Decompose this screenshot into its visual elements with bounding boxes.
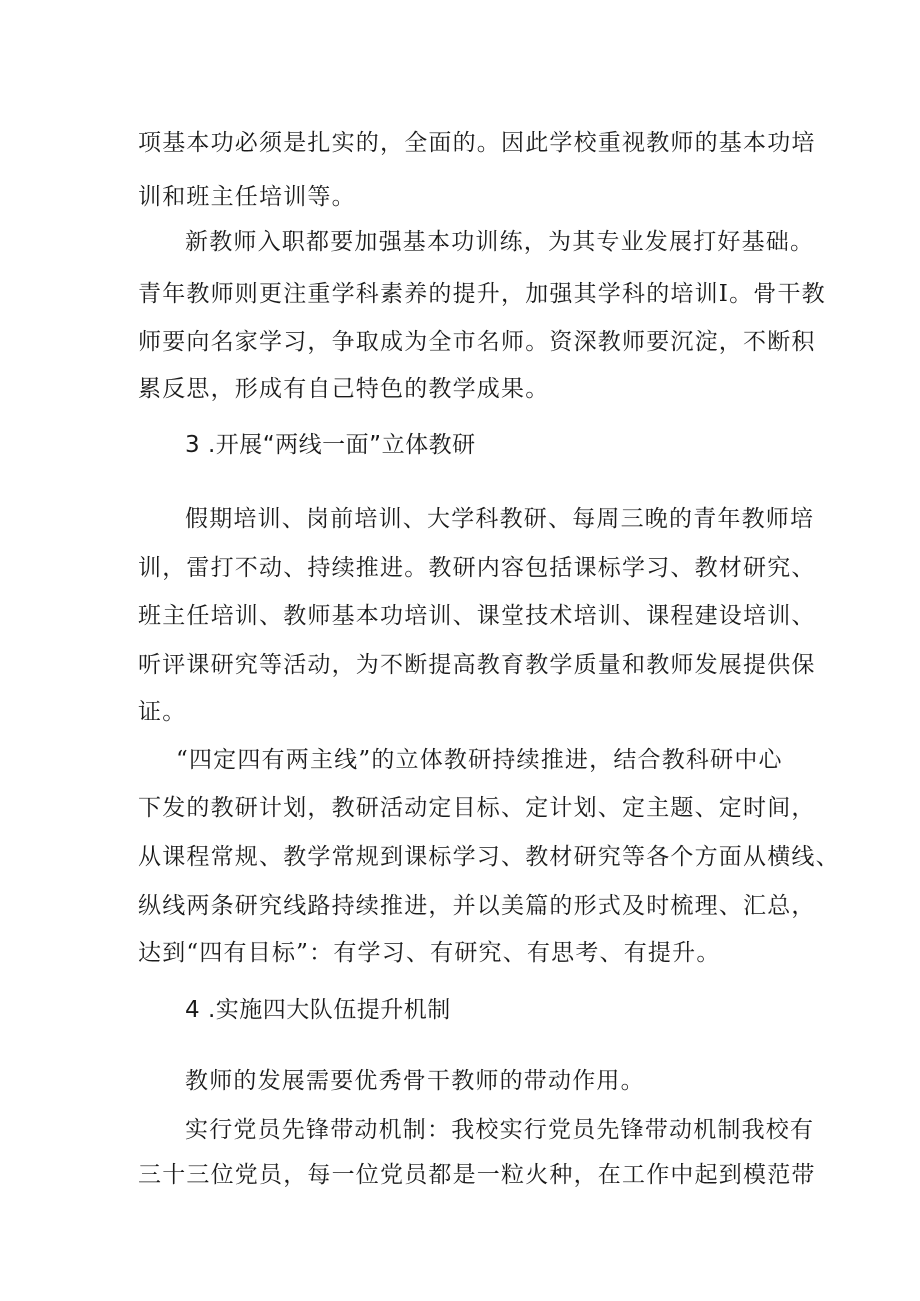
paragraph-line: 达到“四有目标”：有学习、有研究、有思考、有提升。 [138, 940, 721, 966]
section-heading: 3 .开展“两线一面”立体教研 [185, 432, 476, 458]
paragraph-line: 假期培训、岗前培训、大学科教研、每周三晚的青年教师培 [185, 506, 815, 532]
paragraph-line: 实行党员先锋带动机制：我校实行党员先锋带动机制我校有 [185, 1117, 815, 1143]
paragraph-line: 青年教师则更注重学科素养的提升，加强其学科的培训I。骨干教 [138, 281, 826, 307]
paragraph-line: “四定四有两主线”的立体教研持续推进，结合教科研中心 [176, 747, 783, 773]
paragraph-line: 项基本功必须是扎实的，全面的。因此学校重视教师的基本功培 [138, 130, 816, 156]
section-heading: 4 .实施四大队伍提升机制 [185, 997, 451, 1023]
paragraph-line: 训和班主任培训等。 [138, 184, 356, 210]
paragraph-line: 从课程常规、教学常规到课标学习、教材研究等各个方面从横线、 [138, 844, 840, 870]
paragraph-line: 下发的教研计划，教研活动定目标、定计划、定主题、定时间， [138, 795, 816, 821]
paragraph-line: 班主任培训、教师基本功培训、课堂技术培训、课程建设培训、 [138, 603, 816, 629]
paragraph-line: 三十三位党员，每一位党员都是一粒火种，在工作中起到模范带 [138, 1162, 816, 1188]
paragraph-line: 累反思，形成有自己特色的教学成果。 [138, 376, 550, 402]
paragraph-line: 教师的发展需要优秀骨干教师的带动作用。 [185, 1068, 645, 1094]
paragraph-line: 师要向名家学习，争取成为全市名师。资深教师要沉淀，不断积 [138, 329, 816, 355]
paragraph-line: 训，雷打不动、持续推进。教研内容包括课标学习、教材研究、 [138, 555, 816, 581]
paragraph-line: 纵线两条研究线路持续推进，并以美篇的形式及时梳理、汇总， [138, 893, 816, 919]
paragraph-line: 证。 [138, 699, 187, 725]
paragraph-line: 新教师入职都要加强基本功训练，为其专业发展打好基础。 [185, 229, 815, 255]
paragraph-line: 听评课研究等活动，为不断提高教育教学质量和教师发展提供保 [138, 652, 816, 678]
